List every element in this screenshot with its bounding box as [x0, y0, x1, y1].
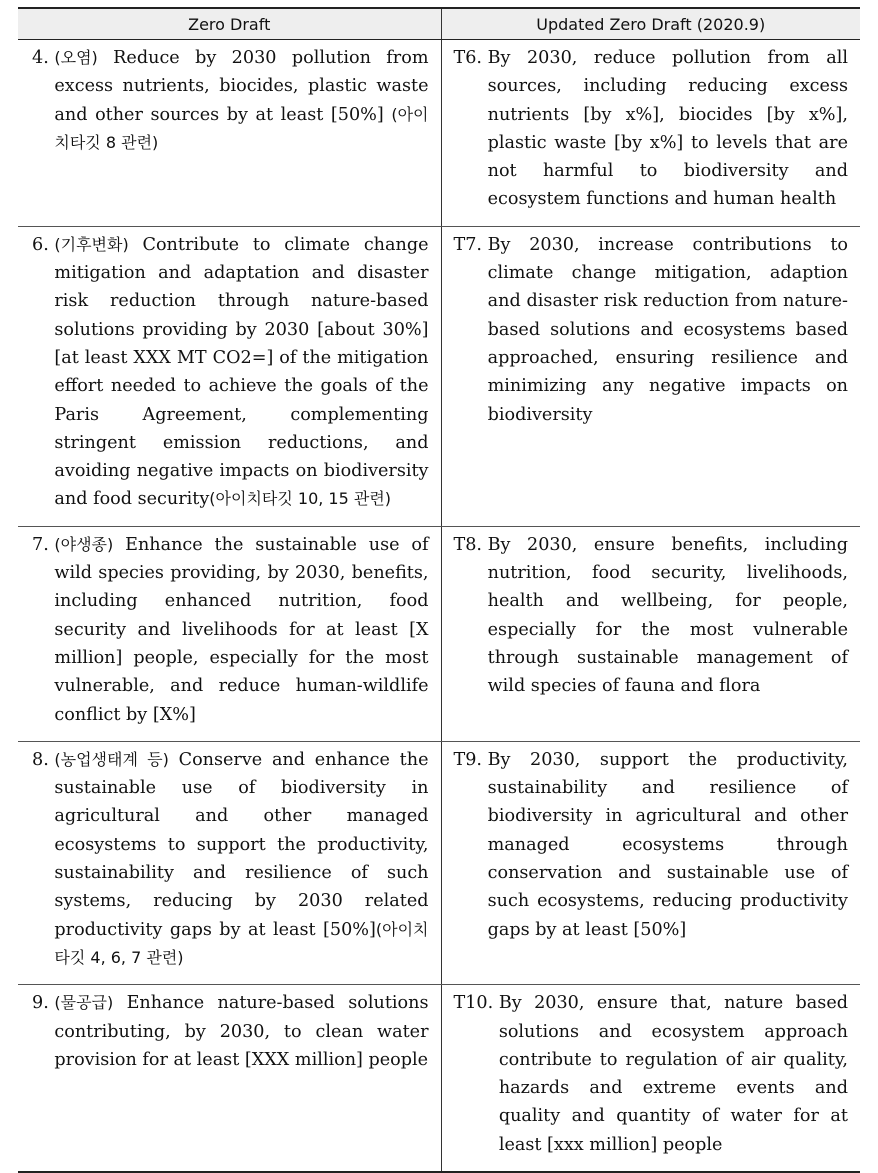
item-text: Enhance the sustainable use of wild species providing, by 2030, benefits, including enhanced nutrition, food security and livelihoods for at least [X million] people, especially for the most vulnerable, and reduce human-wildlife conflict by [X%] — [54, 534, 429, 725]
item-number: 7. — [32, 534, 55, 555]
item-text: Reduce by 2030 pollution from excess nutrients, biocides, plastic waste and other sources by at least [50%] — [54, 48, 429, 125]
zero-draft-cell — [18, 40, 441, 227]
table-row — [18, 226, 860, 526]
aichi-reference: (아이치타깃 8 관련) — [54, 104, 429, 152]
table-row — [18, 985, 860, 1172]
item-text: Conserve and enhance the sustainable use of biodiversity in agricultural and other managed ecosystems to support the productivity, sustainability and resilience of such systems, reducing by 2030 related productivity gaps by at least [50%] — [54, 749, 429, 940]
updated-draft-cell — [441, 40, 860, 227]
item-text: Contribute to climate change mitigation and adaptation and disaster risk reduction through nature-based solutions providing by 2030 [about 30%] [at least XXX MT CO2=] of the mitigation effort needed to achieve the goals of the Paris Agreement, complementing stringent emission reductions, and avoiding negative impacts on biodiversity and food security — [54, 234, 429, 510]
aichi-reference: (아이치타깃 10, 15 관련) — [209, 489, 392, 509]
target-number: T6. — [453, 48, 488, 68]
zero-draft-cell — [18, 226, 441, 526]
target-text: By 2030, increase contributions to climate change mitigation, adaption and disaster risk reduction from nature-based solutions and ecosystems based approached, ensuring resilience and minimizing any negative impacts on biodiversity — [487, 234, 848, 425]
updated-draft-cell — [441, 226, 860, 526]
table-row — [18, 741, 860, 984]
zero-draft-cell — [18, 741, 441, 984]
item-text: Enhance nature-based solutions contributing, by 2030, to clean water provision for at least [XXX million] people — [54, 993, 429, 1070]
target-text: By 2030, support the productivity, sustainability and resilience of biodiversity in agricultural and other managed ecosystems through conservation and sustainable use of such ecosystems, reducing productivity gaps by at least [50%] — [487, 749, 848, 940]
item-number: 8. — [32, 749, 55, 770]
updated-draft-cell — [441, 985, 860, 1172]
item-topic: (물공급) — [54, 993, 114, 1013]
target-text: By 2030, ensure that, nature based solutions and ecosystem approach contribute to regulation of air quality, hazards and extreme events and quality and quantity of water for at least [xxx million] people — [498, 993, 848, 1155]
header-zero-draft: Zero Draft — [18, 8, 441, 40]
target-text: By 2030, reduce pollution from all sources, including reducing excess nutrients [by x%], biocides [by x%], plastic waste [by x%] to levels that are not harmful to biodiversity and ecosystem functions and human health — [487, 48, 848, 210]
item-topic: (기후변화) — [54, 234, 129, 254]
zero-draft-cell — [18, 985, 441, 1172]
aichi-reference: (아이치타깃 4, 6, 7 관련) — [54, 919, 429, 967]
item-topic: (오염) — [54, 48, 98, 67]
item-number: 6. — [32, 234, 55, 255]
item-topic: (야생종) — [54, 534, 114, 554]
header-updated-zero-draft: Updated Zero Draft (2020.9) — [441, 8, 860, 40]
target-number: T7. — [453, 234, 488, 255]
updated-draft-cell — [441, 526, 860, 741]
target-number: T10. — [453, 993, 499, 1014]
comparison-table — [18, 7, 860, 1173]
header-row — [18, 8, 860, 40]
target-number: T8. — [453, 534, 488, 555]
target-number: T9. — [453, 749, 488, 770]
item-number: 4. — [32, 48, 55, 68]
table-row — [18, 40, 860, 227]
item-number: 9. — [32, 993, 55, 1014]
target-text: By 2030, ensure benefits, including nutrition, food security, livelihoods, health and wellbeing, for people, especially for the most vulnerable through sustainable management of wild species of fauna and flora — [487, 534, 848, 697]
zero-draft-cell — [18, 526, 441, 741]
updated-draft-cell — [441, 741, 860, 984]
item-topic: (농업생태계 등) — [54, 749, 169, 769]
table-row — [18, 526, 860, 741]
